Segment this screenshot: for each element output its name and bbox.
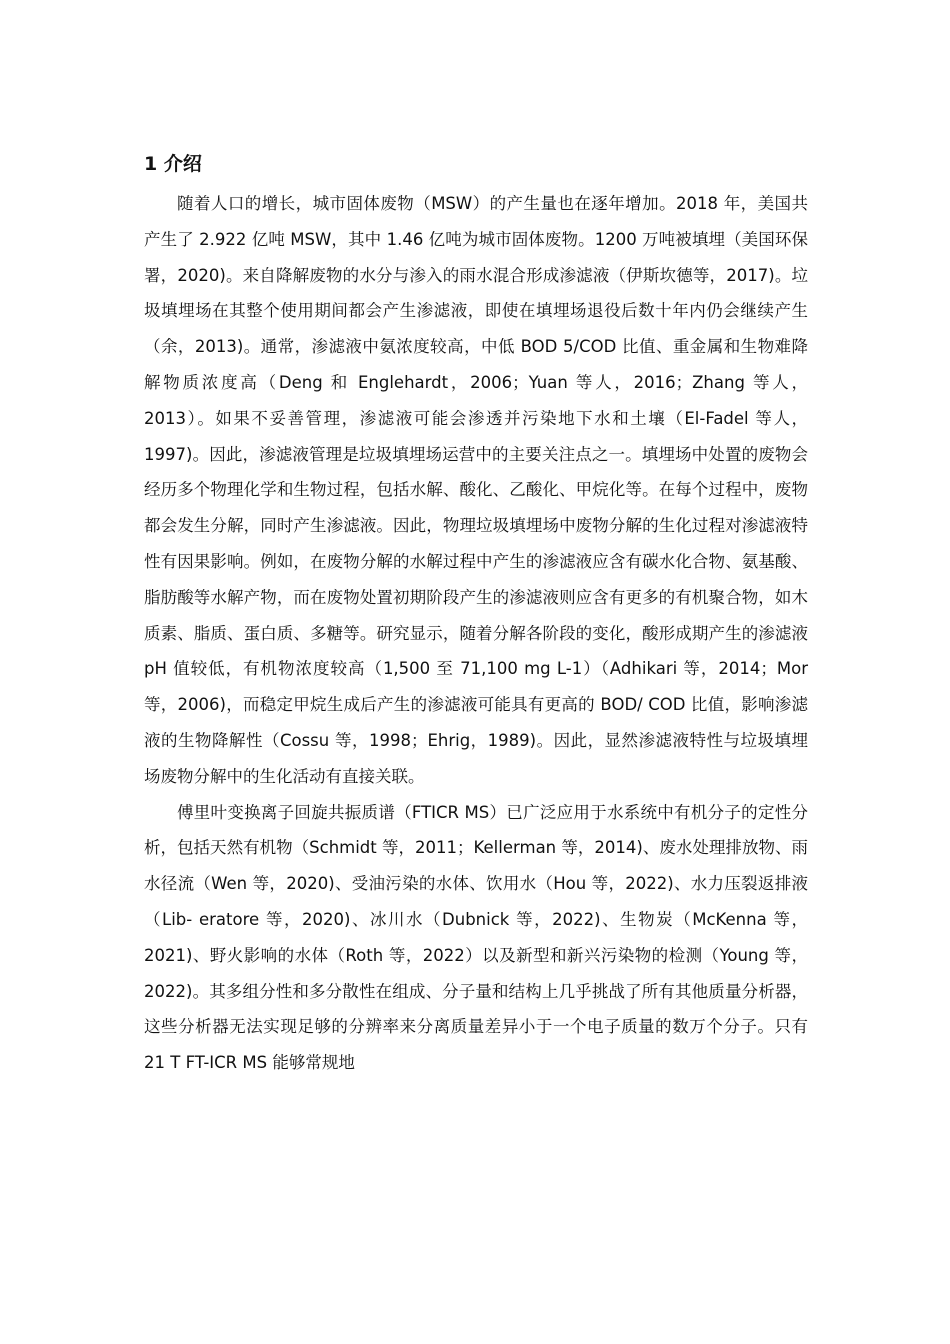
section-heading: 1 介绍: [144, 153, 202, 175]
document-page: [144, 140, 808, 1081]
paragraph-2: 傅里叶变换离子回旋共振质谱（FTICR MS）已广泛应用于水系统中有机分子的定性分析，包括天然有机物（Schmidt 等，2011；Kellerman 等，2014)、废水处理排放物、雨水径流（Wen 等，2020)、受油污染的水体、饮用水（Hou 等，2022)、水力压裂返排液（Lib- eratore 等，2020)、冰川水（Dubnick 等，2022)、生物炭（McKenna 等，2021)、野火影响的水体（Roth 等，2022）以及新型和新兴污染物的检测（Young 等，2022)。其多组分性和多分散性在组成、分子量和结构上几乎挑战了所有其他质量分析器，这些分析器无法实现足够的分辨率来分离质量差异小于一个电子质量的数万个分子。只有 21 T FT-ICR MS 能够常规地: [144, 802, 808, 1073]
paragraph-1: 随着人口的增长，城市固体废物（MSW）的产生量也在逐年增加。2018 年，美国共产生了 2.922 亿吨 MSW，其中 1.46 亿吨为城市固体废物。1200 万吨被填埋（美国环保署，2020)。来自降解废物的水分与渗入的雨水混合形成渗滤液（伊斯坎德等，2017)。垃圾填埋场在其整个使用期间都会产生渗滤液，即使在填埋场退役后数十年内仍会继续产生（余，2013)。通常，渗滤液中氨浓度较高，中低 BOD 5/COD 比值、重金属和生物难降解物质浓度高（Deng 和 Englehardt，2006；Yuan 等人，2016；Zhang 等人，2013）。如果不妥善管理，渗滤液可能会渗透并污染地下水和土壤（El-Fadel 等人，1997)。因此，渗滤液管理是垃圾填埋场运营中的主要关注点之一。填埋场中处置的废物会经历多个物理化学和生物过程，包括水解、酸化、乙酸化、甲烷化等。在每个过程中，废物都会发生分解，同时产生渗滤液。因此，物理垃圾填埋场中废物分解的生化过程对渗滤液特性有因果影响。例如，在废物分解的水解过程中产生的渗滤液应含有碳水化合物、氨基酸、脂肪酸等水解产物，而在废物处置初期阶段产生的渗滤液则应含有更多的有机聚合物，如木质素、脂质、蛋白质、多糖等。研究显示，随着分解各阶段的变化，酸形成期产生的渗滤液 pH 值较低，有机物浓度较高（1,500 至 71,100 mg L-1）（Adhikari 等，2014；Mor 等，2006)，而稳定甲烷生成后产生的渗滤液可能具有更高的 BOD/ COD 比值，影响渗滤液的生物降解性（Cossu 等，1998；Ehrig，1989)。因此，显然渗滤液特性与垃圾填埋场废物分解中的生化活动有直接关联。: [144, 194, 808, 786]
